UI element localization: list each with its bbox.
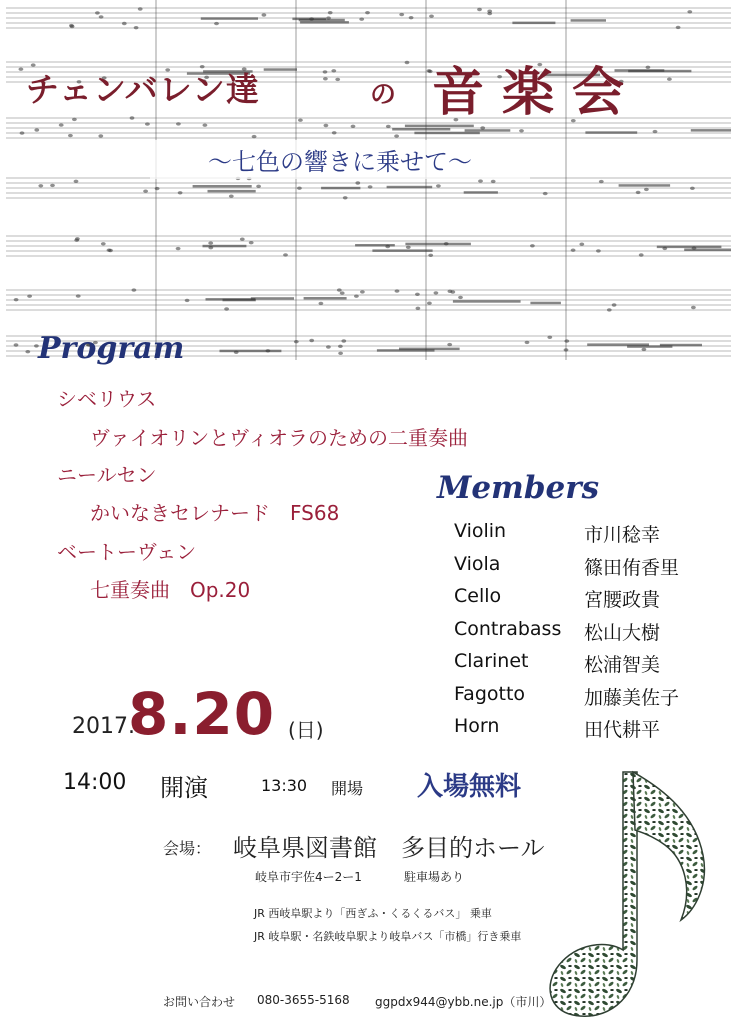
music-note-icon [545,760,715,1025]
member-name: 加藤美佐子 [584,686,680,709]
member-instrument: Viola [454,552,501,575]
date-month-day: 8.20 [128,680,276,748]
title-row [0,38,737,128]
date-year: 2017. [72,714,135,739]
member-row [454,715,724,748]
subtitle: ～七色の響きに乗せて～ [150,140,530,179]
member-row [454,520,724,553]
members-heading: Members [437,470,600,506]
member-instrument: Clarinet [454,650,529,672]
member-row [454,553,724,586]
member-row [454,683,724,716]
access-info-2: JR 岐阜駅・名鉄岐阜駅より岐阜バス「市橋」行き乗車 [254,930,522,943]
program-work-2: かいなきセレナード FS68 [90,501,340,525]
contact-label: お問い合わせ [163,995,236,1009]
member-name: 宮腰政貴 [584,589,661,611]
member-name: 篠田侑香里 [584,556,680,579]
contact-phone: 080-3655-5168 [257,993,350,1007]
member-row [454,650,724,683]
member-name: 松山大樹 [584,621,661,644]
contact-email: ggpdx944@ybb.ne.jp（市川） [375,995,552,1009]
member-name: 市川稔幸 [584,524,661,546]
program-work-1: ヴァイオリンとヴィオラのための二重奏曲 [90,426,468,450]
member-instrument: Fagotto [454,682,526,705]
title-particle: の [370,80,397,110]
admission-free: 入場無料 [417,772,522,802]
doors-open-time: 13:30 [261,776,308,795]
member-name: 松浦智美 [584,654,661,676]
venue-name: 岐阜県図書館 多目的ホール [233,834,545,862]
venue-label: 会場： [163,839,212,858]
program-composer-3: ベートーヴェン [57,540,197,564]
member-row [454,618,724,651]
start-label: 開演 [160,774,208,802]
program-work-3: 七重奏曲 Op.20 [90,578,251,602]
venue-address: 岐阜市宇佐4ー2ー1 [255,870,362,884]
member-row [454,585,724,618]
title-main: チェンバレン達 [26,70,260,109]
date-weekday: (日) [288,718,324,742]
doors-open-label: 開場 [331,779,364,798]
program-composer-1: シベリウス [57,387,157,411]
member-name: 田代耕平 [584,719,661,741]
member-instrument: Violin [454,520,507,542]
access-info-1: JR 西岐阜駅より「西ぎふ・くるくるバス」 乗車 [254,907,492,920]
start-time: 14:00 [63,770,127,795]
member-instrument: Cello [454,585,502,607]
program-heading: Program [38,331,185,366]
title-big: 音楽会 [432,63,643,123]
parking-info: 駐車場あり [404,870,465,884]
member-instrument: Contrabass [454,617,562,640]
program-composer-2: ニールセン [57,463,157,487]
member-instrument: Horn [454,715,500,737]
members-list [454,520,724,748]
